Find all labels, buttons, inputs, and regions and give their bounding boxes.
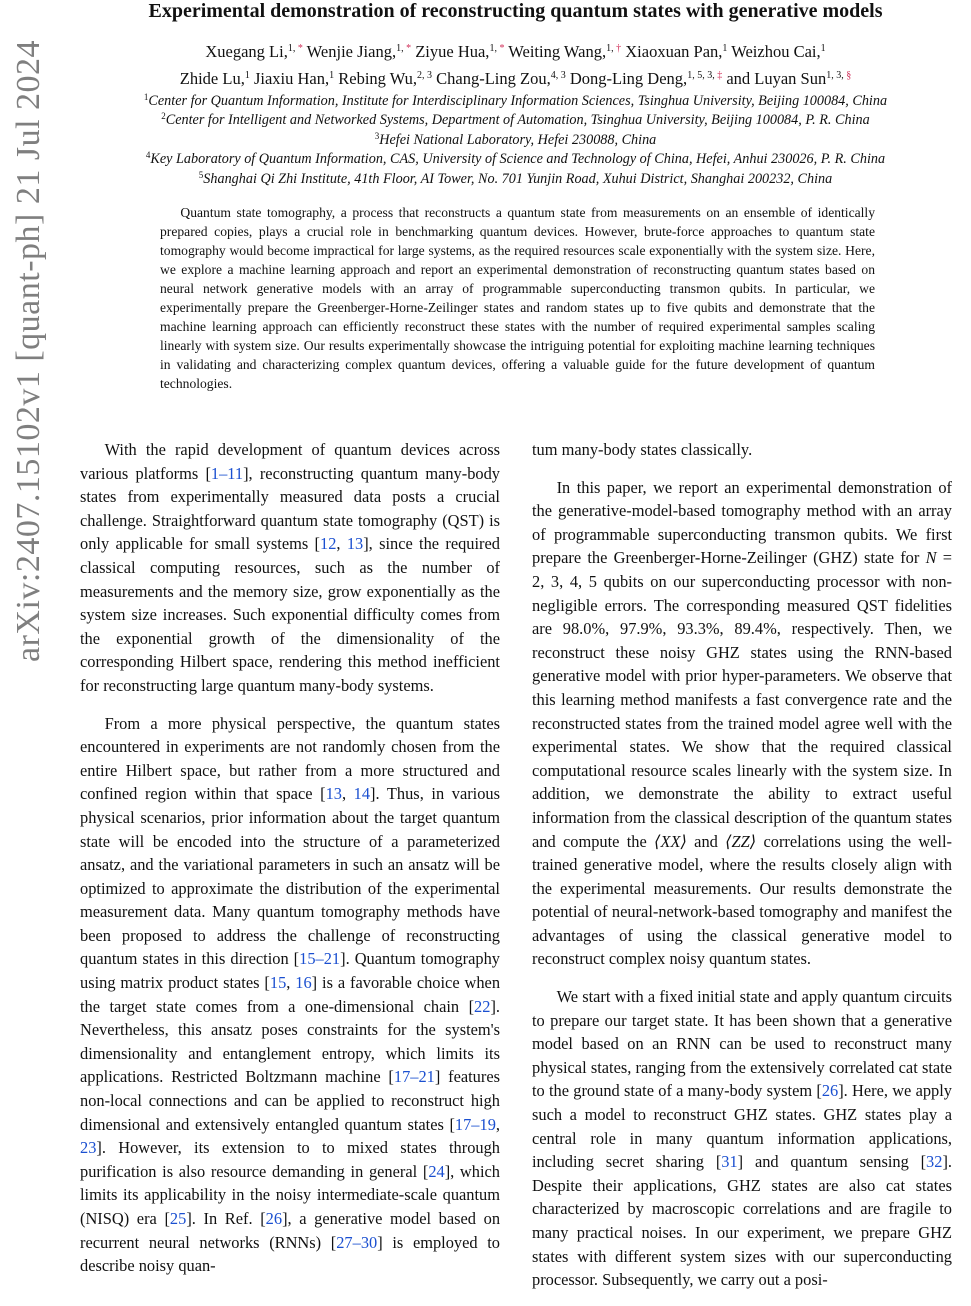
affil-number: 1, 5, 3,: [687, 70, 715, 81]
affil-number: 1, 3,: [826, 70, 844, 81]
affiliation: [60, 92, 971, 111]
text-run: ], a generative model based on recurrent neural networks (RNNs) [: [80, 1209, 501, 1252]
author-affil-sup: [826, 70, 851, 81]
author-list: [60, 38, 971, 92]
author: [625, 42, 727, 61]
author-affil-sup: [722, 43, 727, 54]
author: [436, 69, 566, 88]
citation: 25: [169, 1209, 187, 1228]
author: [570, 69, 722, 88]
affil-number: 1,: [606, 43, 614, 54]
paper-title: Experimental demonstration of reconstructing quantum states with generative models: [148, 0, 883, 22]
affiliation-number: 1: [143, 92, 149, 102]
affiliation-number: 3: [374, 130, 380, 141]
text-run: and: [686, 831, 726, 851]
affiliation-number: 2: [161, 111, 166, 122]
author-affil-sup: [245, 70, 250, 81]
text-run: correlations using the well-trained generative model, where the results closely align with the experimental measurements. Our results demonstrate the potential of neural-network-based tomography and manifest the advantages of using the classical generative model to reconstruct complex noisy quantum states.: [532, 831, 952, 969]
footnote-mark: §: [843, 70, 852, 81]
text-run: ,: [495, 1114, 500, 1134]
author-name: Weizhou Cai,: [731, 42, 821, 61]
affiliation: [60, 111, 971, 130]
citation: 24: [428, 1161, 445, 1181]
author: [415, 42, 504, 61]
citation: 13: [325, 784, 342, 804]
footnote-mark: *: [403, 43, 412, 54]
affil-number: 1: [244, 70, 250, 81]
affiliation-text: Center for Intelligent and Networked Systems, Department of Automation, Tsinghua University, Beijing 100084, P. R. China: [165, 112, 870, 129]
author-affil-sup: [329, 70, 334, 81]
citation: 26: [265, 1209, 283, 1228]
author-name: Chang-Ling Zou,: [436, 69, 551, 88]
affiliation-text: Center for Quantum Information, Institute for Interdisciplinary Information Sciences, Tsinghua University, Beijing 100084, China: [148, 93, 888, 109]
author: [731, 42, 825, 61]
text-run: ,: [286, 973, 296, 993]
text-run: We start with a fixed initial state and apply quantum circuits to prepare our target state. It has been shown that a generative model based on an RNN can be used to reconstruct many physical states, ranging from the extensively correlated cat state to the ground state of a many-body system [: [532, 987, 952, 1101]
arxiv-watermark: arXiv:2407.15102v1 [quant-ph] 21 Jul 2024: [10, 39, 47, 662]
text-run: ]. Nevertheless, this ansatz poses constraints for the system's dimensionality and entanglement entropy, which limits its applications. Restricted Boltzmann machine [: [80, 996, 500, 1087]
affil-number: 1,: [287, 43, 296, 54]
affiliation-text: Key Laboratory of Quantum Information, CAS, University of Science and Technology of China, Hefei, Anhui 230026, P. R. China: [150, 151, 886, 168]
body-column-left: [80, 438, 500, 1292]
text-run: ] features non-local connections and can be applied to reconstruct high dimensional and extensively entangled quantum states [: [80, 1067, 500, 1134]
author-name: Zhide Lu,: [179, 69, 245, 88]
author-line-2: [60, 65, 971, 92]
author-name: Jiaxiu Han,: [253, 69, 330, 88]
body-paragraph: [532, 476, 952, 971]
text-run: ]. In Ref. [: [186, 1209, 266, 1228]
citation: 14: [353, 784, 371, 804]
body-paragraph: [532, 985, 952, 1292]
author-affil-sup: [396, 43, 411, 54]
citation: 23: [80, 1138, 97, 1158]
citation: 1–11: [210, 463, 244, 483]
body-column-right: [532, 438, 952, 1306]
citation: 32: [926, 1152, 943, 1172]
affil-number: 1,: [396, 43, 404, 54]
text-run: In this paper, we report an experimental demonstration of the generative-model-based tomography method with an array of programmable superconducting transmon qubits. We first prepare the Greenberger-Horne-Zeilinger (GHZ) state for: [532, 477, 952, 568]
citation: 17–19: [454, 1114, 496, 1134]
author-name: Rebing Wu,: [338, 69, 418, 88]
affiliation-text: Hefei National Laboratory, Hefei 230088, China: [379, 131, 657, 148]
author-affil-sup: [417, 70, 432, 81]
math-symbol: ⟨ZZ⟩: [725, 831, 757, 851]
text-run: ], which limits its applicability in the noisy intermediate-scale quantum (NISQ) era [: [80, 1161, 500, 1228]
abstract: [160, 203, 875, 393]
affiliation-text: Shanghai Qi Zhi Institute, 41th Floor, AI Tower, No. 701 Yunjin Road, Xuhui District, Shanghai 200232, China: [203, 170, 833, 187]
affil-number: 2, 3: [417, 70, 433, 81]
footnote-mark: *: [496, 43, 505, 54]
text-run: ]. However, its extension to to mixed states through purification is also resource demanding in general [: [80, 1138, 500, 1181]
citation: 15: [269, 973, 287, 993]
text-run: ]. Quantum tomography using matrix product states [: [80, 949, 500, 993]
author: [180, 69, 250, 88]
text-run: ]. Despite their applications, GHZ states are also cat states characterized by macroscopic correlations and are fragile to many practical noises. In our experiment, we prepare GHZ states with different system sizes with our superconducting processor. Subsequently, we carry out a posi-: [532, 1152, 952, 1290]
body-paragraph: [80, 712, 500, 1278]
text-run: ]. Here, we apply such a model to reconstruct GHZ states. GHZ states play a central role in many quantum information applications, including secret sharing [: [532, 1081, 952, 1172]
text-run: ] is a favorable choice when the target state comes from a one-dimensional chain [: [80, 973, 501, 1016]
math-symbol: N: [925, 548, 937, 568]
author: [205, 42, 302, 61]
body-paragraph: [80, 438, 500, 698]
author-name: Ziyue Hua,: [415, 42, 490, 61]
citation: 31: [721, 1152, 738, 1172]
affiliation: [60, 131, 971, 150]
affiliation: [60, 170, 971, 189]
author-affil-sup: [687, 70, 722, 81]
footnote-mark: †: [613, 43, 622, 54]
author-name: Dong-Ling Deng,: [569, 69, 688, 88]
text-run: ] is employed to describe noisy quan-: [80, 1232, 500, 1276]
author: [307, 42, 411, 61]
citation: 27–30: [336, 1232, 378, 1252]
author-name: Xuegang Li,: [205, 42, 288, 61]
author-affil-sup: [551, 70, 566, 81]
author: [726, 69, 851, 88]
author-affil-sup: [821, 43, 826, 54]
affiliation-number: 4: [145, 150, 151, 161]
text-run: ], since the required classical computing resources, such as the number of measurements and the memory size, grow exponentially as the system size increases. Such exponential difficulty comes from the exponential growth of the dimensionality of the corresponding Hilbert space, rendering this method inefficient for reconstructing large quantum many-body systems.: [80, 534, 500, 695]
author-line-1: [60, 38, 971, 65]
affil-number: 1,: [489, 43, 497, 54]
text-run: ,: [336, 534, 347, 554]
affil-number: 4, 3: [550, 70, 566, 81]
citation: 26: [821, 1081, 839, 1101]
citation: 12: [320, 534, 337, 554]
citation: 16: [295, 973, 312, 993]
author-name: and Luyan Sun: [726, 69, 827, 88]
affiliation: [60, 150, 971, 169]
text-run: ], reconstructing quantum many-body states from experimentally measured data posts a crucial challenge. Straightforward quantum state tomography (QST) is only applicable for small systems [: [80, 463, 500, 554]
affil-number: 1: [820, 43, 826, 54]
citation: 17–21: [393, 1067, 435, 1087]
body-paragraph: [532, 438, 952, 462]
text-run: ]. Thus, in various physical scenarios, prior information about the target quantum state will be encoded into the structure of a parameterized ansatz, and the variational parameters in such an ansatz will be optimized to approximate the distribution of the experimental measurement data. Many quantum tomography methods have been proposed to address the challenge of reconstructing quantum states in this direction [: [80, 784, 500, 969]
text-run: From a more physical perspective, the quantum states encountered in experiments are not randomly chosen from the entire Hilbert space, but rather from a more structured and confined region within that space [: [80, 713, 500, 804]
author: [508, 42, 621, 61]
author-name: Wenjie Jiang,: [306, 42, 397, 61]
text-run: ] and quantum sensing [: [737, 1152, 927, 1172]
text-run: tum many-body states classically.: [532, 440, 753, 459]
footnote-mark: *: [295, 43, 303, 54]
footnote-mark: ‡: [714, 70, 723, 81]
affil-number: 1: [329, 70, 335, 81]
citation: 15–21: [299, 949, 341, 969]
author-name: Weiting Wang,: [508, 42, 607, 61]
affiliation-list: [60, 92, 971, 189]
author-affil-sup: [489, 43, 504, 54]
affil-number: 1: [722, 43, 728, 54]
abstract-text: Quantum state tomography, a process that reconstructs a quantum state from measurements on an ensemble of identically prepared copies, plays a crucial role in benchmarking quantum devices. However, brute-force approaches to quantum state tomography would become impractical for large systems, as the required resources scale exponentially with the system size. Here, we explore a machine learning approach and report an experimental demonstration of reconstructing quantum states based on neural network generative models with an array of programmable superconducting transmon qubits. In particular, we experimentally prepare the Greenberger-Horne-Zeilinger states and random states up to five qubits and demonstrate that the machine learning approach can efficiently reconstruct these states with the number of required experimental samples scaling linearly with system size. Our results experimentally showcase the intriguing potential for exploiting machine learning techniques in validating and characterizing complex quantum devices, offering a valuable guide for the future development of quantum technologies.: [160, 205, 875, 391]
citation: 22: [474, 996, 491, 1016]
author-name: Xiaoxuan Pan,: [625, 42, 723, 61]
text-run: ,: [341, 784, 354, 804]
text-run: With the rapid development of quantum devices across various platforms [: [80, 440, 500, 483]
text-run: = 2, 3, 4, 5 qubits on our superconducting processor with non-negligible errors. The corresponding measured QST fidelities are 98.0%, 97.9%, 93.3%, 89.4%, respectively. Then, we reconstruct these noisy GHZ states using the RNN-based generative model with prior hyper-parameters. We observe that this learning method manifests a fast convergence rate and the reconstructed states from the trained model agree well with the experimental states. We show that the required classical computational resource scales linearly with the system size. In addition, we demonstrate the ability to extract useful information from the classical description of the quantum states and compute the: [532, 548, 952, 851]
author: [254, 69, 334, 88]
math-symbol: ⟨XX⟩: [654, 831, 687, 851]
author-affil-sup: [606, 43, 621, 54]
affiliation-number: 5: [198, 169, 204, 180]
author: [338, 69, 432, 88]
author-affil-sup: [288, 43, 303, 54]
citation: 13: [346, 534, 364, 554]
